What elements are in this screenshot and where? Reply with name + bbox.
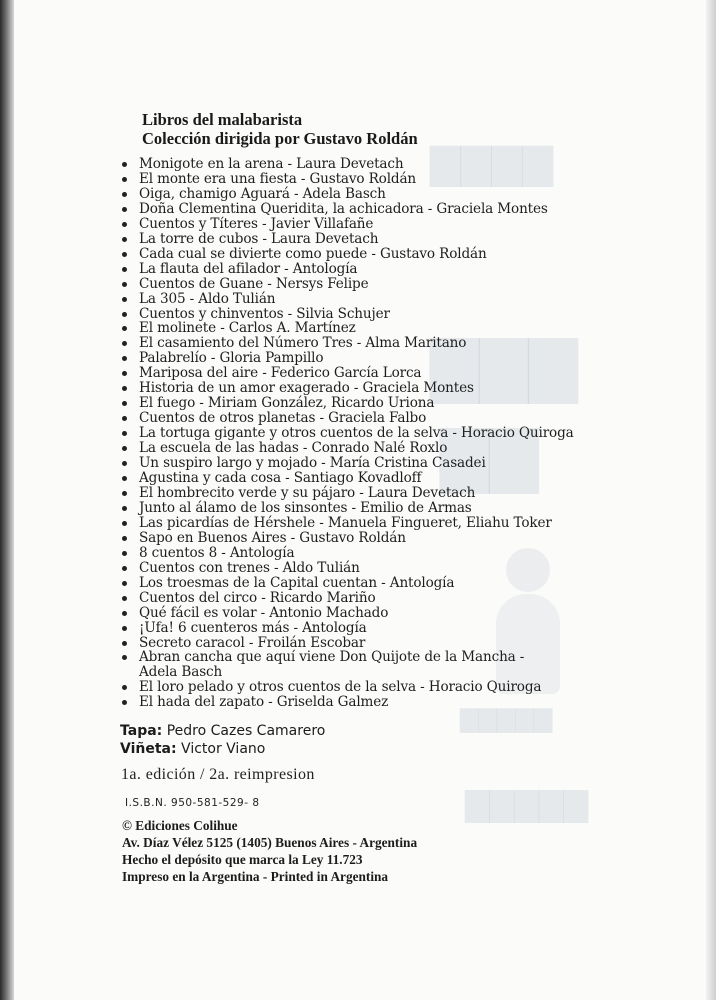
- show-through-mark: ▇▇▇▇▇: [465, 786, 589, 822]
- list-item: Cuentos de Guane - Nersys Felipe: [120, 277, 590, 292]
- list-item: [120, 650, 590, 680]
- list-item: Palabrelío - Gloria Pampillo: [120, 351, 590, 366]
- edition-info: 1a. edición / 2a. reimpresion: [121, 766, 315, 783]
- list-item: El hombrecito verde y su pájaro - Laura Devetach: [120, 486, 590, 501]
- list-item: Junto al álamo de los sinsontes - Emilio de Armas: [120, 501, 590, 516]
- list-item: Cuentos y chinventos - Silvia Schujer: [120, 307, 590, 322]
- list-item: Sapo en Buenos Aires - Gustavo Roldán: [120, 531, 590, 546]
- list-item: El loro pelado y otros cuentos de la selva - Horacio Quiroga: [120, 680, 590, 695]
- list-item: Cuentos y Títeres - Javier Villafañe: [120, 217, 590, 232]
- list-item-line: Abran cancha que aquí viene Don Quijote de la Mancha -: [139, 649, 525, 666]
- list-item: Cuentos con trenes - Aldo Tulián: [120, 561, 590, 576]
- vignette-artist: Victor Viano: [181, 741, 266, 757]
- printed-in: Impreso en la Argentina - Printed in Argentina: [122, 869, 389, 884]
- show-through-mark: ▇▇▇: [430, 331, 578, 402]
- list-item: La torre de cubos - Laura Devetach: [120, 232, 590, 247]
- vignette-label: Viñeta:: [120, 741, 177, 757]
- list-item: La escuela de las hadas - Conrado Nalé Roxlo: [120, 441, 590, 456]
- legal-deposit: Hecho el depósito que marca la Ley 11.723: [122, 852, 363, 867]
- list-item: Un suspiro largo y mojado - María Cristina Casadei: [120, 456, 590, 471]
- vignette-credit: [120, 740, 325, 758]
- page-binding-shadow: [0, 0, 14, 1000]
- collection-name: Libros del malabarista: [142, 110, 303, 129]
- list-item: El casamiento del Número Tres - Alma Maritano: [120, 336, 590, 351]
- list-item: 8 cuentos 8 - Antología: [120, 546, 590, 561]
- list-item: Secreto caracol - Froilán Escobar: [120, 636, 590, 651]
- publisher-address: Av. Díaz Vélez 5125 (1405) Buenos Aires - Argentina: [122, 835, 418, 850]
- list-item: Cada cual se divierte como puede - Gustavo Roldán: [120, 247, 590, 262]
- title-list: [120, 157, 590, 710]
- list-item: El fuego - Miriam González, Ricardo Uriona: [120, 396, 590, 411]
- list-item: Agustina y cada cosa - Santiago Kovadloff: [120, 471, 590, 486]
- credits: [120, 722, 325, 758]
- list-item: Doña Clementina Queridita, la achicadora - Graciela Montes: [120, 202, 590, 217]
- list-item: El hada del zapato - Griselda Galmez: [120, 695, 590, 710]
- show-through-mark: ▇▇: [440, 421, 539, 492]
- list-item: La tortuga gigante y otros cuentos de la selva - Horacio Quiroga: [120, 426, 590, 441]
- list-item: La 305 - Aldo Tulián: [120, 292, 590, 307]
- imprint: [122, 817, 417, 885]
- list-item: Oiga, chamigo Aguará - Adela Basch: [120, 187, 590, 202]
- publisher: © Ediciones Colihue: [122, 818, 238, 833]
- list-item: Cuentos del circo - Ricardo Mariño: [120, 591, 590, 606]
- cover-artist: Pedro Cazes Camarero: [166, 723, 326, 739]
- collection-director: Colección dirigida por Gustavo Roldán: [142, 129, 418, 148]
- list-item: Qué fácil es volar - Antonio Machado: [120, 606, 590, 621]
- list-item: Los troesmas de la Capital cuentan - Antología: [120, 576, 590, 591]
- list-item: La flauta del afilador - Antología: [120, 262, 590, 277]
- list-item: El monte era una fiesta - Gustavo Roldán: [120, 172, 590, 187]
- show-through-mark: ▇▇▇▇▇: [460, 707, 553, 733]
- isbn: I.S.B.N. 950-581-529- 8: [125, 797, 260, 809]
- list-item-line: Adela Basch: [139, 664, 223, 681]
- list-item: Monigote en la arena - Laura Devetach: [120, 157, 590, 172]
- cover-credit: [120, 722, 325, 740]
- list-item: Mariposa del aire - Federico García Lorca: [120, 366, 590, 381]
- list-item: El molinete - Carlos A. Martínez: [120, 321, 590, 336]
- show-through-mark: ▇▇▇▇: [430, 141, 554, 186]
- list-item: Las picardías de Hérshele - Manuela Fingueret, Eliahu Toker: [120, 516, 590, 531]
- list-item: ¡Ufa! 6 cuenteros más - Antología: [120, 621, 590, 636]
- page-edge: [706, 0, 716, 1000]
- cover-label: Tapa:: [120, 723, 163, 739]
- list-item: Cuentos de otros planetas - Graciela Falbo: [120, 411, 590, 426]
- list-item: Historia de un amor exagerado - Graciela Montes: [120, 381, 590, 396]
